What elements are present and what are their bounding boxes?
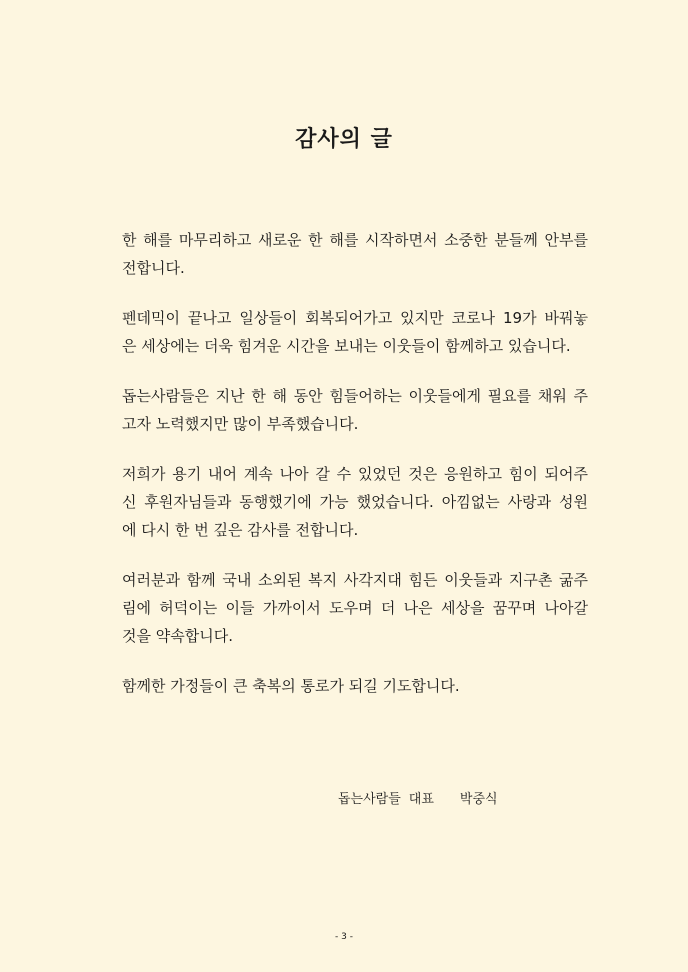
paragraph [122,226,588,282]
text-line: 신 후원자님들과 동행했기에 가능 했었습니다. 아낌없는 사랑과 성원 [122,493,588,511]
text-line: 은 세상에는 더욱 힘겨운 시간을 보내는 이웃들이 함께하고 있습니다. [122,337,571,355]
text-line: 돕는사람들은 지난 한 해 동안 힘들어하는 이웃들에게 필요를 채워 주 [122,387,588,405]
text-line: 여러분과 함께 국내 소외된 복지 사각지대 힘든 이웃들과 지구촌 굶주 [122,571,588,589]
text-line: 펜데믹이 끝나고 일상들이 회복되어가고 있지만 코로나 19가 바꿔놓 [122,309,588,327]
text-line: 고자 노력했지만 많이 부족했습니다. [122,415,359,433]
paragraph [122,672,588,700]
signature-organization: 돕는사람들 [338,792,401,807]
text-line: 전합니다. [122,259,185,277]
text-line: 한 해를 마무리하고 새로운 한 해를 시작하면서 소중한 분들께 안부를 [122,231,588,249]
signature-name: 박중식 [459,792,498,807]
text-line: 함께한 가정들이 큰 축복의 통로가 되길 기도합니다. [122,677,460,695]
document-title: 감사의 글 [295,127,393,152]
paragraph [122,566,588,650]
text-line: 것을 약속합니다. [122,627,233,645]
text-line: 저희가 용기 내어 계속 나아 갈 수 있었던 것은 응원하고 힘이 되어주 [122,465,588,483]
signature [338,788,498,807]
paragraph [122,460,588,544]
text-line: 에 다시 한 번 깊은 감사를 전합니다. [122,521,359,539]
letter-body [122,226,588,722]
paragraph [122,304,588,360]
page-number: - 3 - [335,932,353,942]
paragraph [122,382,588,438]
text-line: 림에 허덕이는 이들 가까이서 도우며 더 나은 세상을 꿈꾸며 나아갈 [122,599,588,617]
signature-role: 대표 [408,792,434,807]
